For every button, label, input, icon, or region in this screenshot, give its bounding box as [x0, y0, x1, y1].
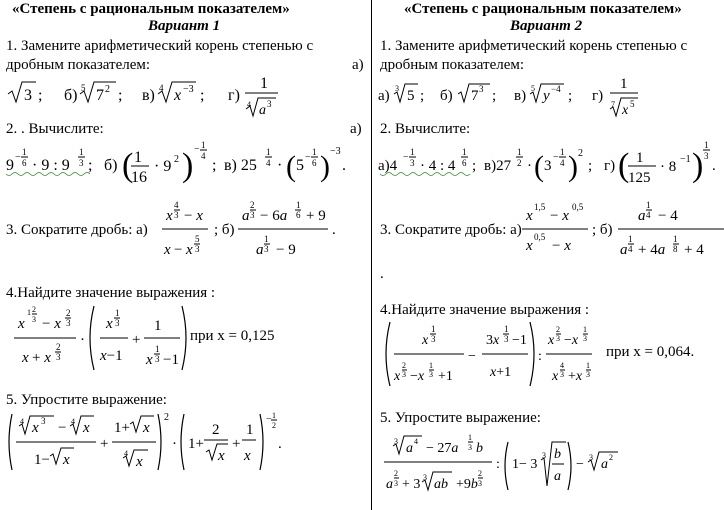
svg-text:2: 2 — [402, 361, 406, 370]
svg-text:1: 1 — [154, 318, 162, 334]
svg-text:3: 3 — [410, 158, 415, 168]
svg-text:2: 2 — [578, 148, 583, 159]
svg-text:3: 3 — [66, 318, 71, 328]
svg-text:4: 4 — [159, 83, 164, 93]
svg-text:1: 1 — [462, 147, 467, 157]
svg-text:1: 1 — [296, 200, 301, 210]
svg-text:x: x — [146, 352, 153, 368]
svg-text:; б): ; б) — [214, 222, 235, 238]
svg-text:x: x — [394, 369, 401, 384]
svg-text:3: 3 — [583, 334, 587, 343]
svg-text:−1: −1 — [512, 333, 527, 348]
svg-text:+ x: + x — [32, 350, 51, 366]
svg-text:5: 5 — [296, 157, 304, 174]
svg-text:3: 3 — [264, 244, 269, 254]
svg-text:· 9 : 9: · 9 : 9 — [32, 157, 70, 174]
right-task4-formula — [382, 318, 612, 390]
svg-text:4: 4 — [20, 417, 24, 426]
svg-text:− x: − x — [42, 316, 61, 332]
svg-text:a: a — [242, 208, 250, 224]
svg-text:3: 3 — [79, 158, 84, 168]
svg-text:+ 4a: + 4a — [638, 242, 666, 258]
svg-text:2: 2 — [164, 412, 169, 423]
svg-text:a: a — [256, 242, 264, 258]
svg-text:−x: −x — [410, 369, 425, 384]
svg-text:; б): ; б) — [592, 222, 613, 238]
svg-text:;: ; — [568, 88, 573, 104]
svg-text:x: x — [244, 448, 251, 464]
svg-text:5: 5 — [531, 84, 535, 93]
left-task4-text: 4.Найдите значение выражения : — [6, 285, 216, 301]
svg-text:1: 1 — [266, 147, 271, 157]
svg-text:): ) — [320, 150, 330, 183]
svg-text:3: 3 — [250, 210, 255, 220]
svg-text:4: 4 — [124, 449, 128, 458]
svg-text:;: ; — [118, 87, 123, 104]
svg-text:1+: 1+ — [114, 420, 130, 436]
svg-text:· 4 : 4: · 4 : 4 — [420, 158, 456, 174]
svg-text:4: 4 — [201, 151, 206, 161]
svg-text:−: − — [576, 457, 584, 472]
svg-text:в) 25: в) 25 — [224, 157, 257, 174]
svg-text:.: . — [332, 222, 336, 238]
svg-text:−1: −1 — [680, 154, 691, 165]
svg-text:+x: +x — [568, 369, 583, 384]
svg-text:2: 2 — [478, 469, 482, 478]
svg-text:−4: −4 — [551, 84, 561, 94]
svg-text:·: · — [277, 157, 283, 174]
svg-text:4: 4 — [560, 361, 564, 370]
svg-text:3: 3 — [195, 244, 200, 254]
svg-text:1: 1 — [246, 422, 254, 438]
svg-text:3: 3 — [56, 352, 61, 362]
svg-text:x+1: x+1 — [490, 365, 512, 380]
right-task2-text: 2. Вычислите: — [380, 121, 471, 137]
svg-text:−: − — [194, 144, 200, 155]
svg-text:3: 3 — [544, 158, 552, 174]
svg-text:+1: +1 — [438, 369, 453, 384]
svg-text:б): б) — [440, 88, 453, 104]
svg-text:1: 1 — [636, 150, 644, 166]
right-task3-dot: . — [380, 266, 384, 282]
svg-text:−x: −x — [564, 333, 579, 348]
svg-text:· 8: · 8 — [660, 159, 677, 175]
svg-text:y: y — [543, 88, 550, 104]
svg-text:− x: − x — [550, 208, 569, 224]
svg-text:в): в) — [142, 87, 155, 104]
svg-text:a: a — [601, 457, 608, 472]
right-task4-tail: при x = 0,064. — [606, 344, 695, 360]
svg-text:1: 1 — [560, 147, 565, 157]
svg-text:1: 1 — [504, 324, 509, 334]
left-task4-formula — [8, 302, 190, 374]
svg-text:x: x — [552, 369, 559, 384]
left-task5-formula — [6, 410, 286, 474]
svg-text:x: x — [22, 350, 29, 366]
svg-text:b: b — [554, 447, 561, 462]
svg-text:): ) — [568, 150, 578, 183]
svg-text:+: + — [232, 436, 241, 452]
svg-text:−: − — [403, 152, 409, 163]
svg-text:4: 4 — [560, 158, 565, 168]
right-task5-text: 5. Упростите выражение: — [380, 410, 541, 426]
svg-text:1: 1 — [468, 433, 472, 442]
svg-text:5: 5 — [81, 83, 86, 93]
svg-text:г): г) — [592, 88, 604, 104]
svg-text:3x: 3x — [486, 333, 500, 348]
svg-text:a: a — [554, 469, 561, 484]
svg-text:x: x — [32, 420, 39, 436]
svg-text:3: 3 — [556, 334, 560, 343]
svg-text:3: 3 — [32, 315, 36, 324]
svg-text:x: x — [18, 316, 25, 332]
svg-text:3: 3 — [394, 437, 398, 446]
svg-text:5: 5 — [630, 99, 635, 109]
svg-text:ab: ab — [434, 477, 448, 492]
svg-text:2: 2 — [556, 325, 560, 334]
svg-text:(: ( — [618, 147, 630, 184]
svg-text:x: x — [526, 208, 533, 224]
svg-text:1: 1 — [628, 234, 633, 244]
svg-text:− 9: − 9 — [276, 242, 296, 258]
svg-text:−: − — [266, 414, 272, 425]
svg-text:x: x — [136, 454, 143, 470]
svg-text:x: x — [164, 242, 171, 258]
svg-text:г): г) — [604, 158, 616, 174]
svg-text:4: 4 — [71, 417, 75, 426]
svg-text:1: 1 — [429, 361, 433, 370]
svg-text:5: 5 — [407, 88, 415, 104]
svg-text:1: 1 — [620, 76, 628, 92]
svg-text:+: + — [132, 332, 141, 348]
svg-text:−: − — [15, 152, 21, 163]
svg-text:·: · — [80, 332, 85, 348]
svg-text:1: 1 — [115, 308, 120, 318]
svg-text:2: 2 — [66, 308, 71, 318]
svg-text:a: a — [406, 441, 413, 456]
svg-text:1,5: 1,5 — [534, 202, 546, 212]
svg-text:+9b: +9b — [456, 477, 478, 492]
svg-text:2: 2 — [212, 422, 220, 438]
svg-text:.: . — [278, 436, 282, 452]
svg-text:x: x — [174, 87, 182, 104]
svg-text:4: 4 — [646, 210, 651, 220]
svg-text:1+: 1+ — [188, 436, 204, 452]
svg-text::: : — [538, 349, 542, 364]
left-task1-text-2: дробным показателем: — [6, 57, 151, 73]
svg-text:x: x — [548, 333, 555, 348]
right-title: «Степень с рациональным показателем» — [404, 1, 682, 17]
svg-text:6: 6 — [462, 158, 467, 168]
svg-text:− x: − x — [552, 238, 571, 254]
svg-text:·: · — [172, 436, 177, 452]
svg-text:1: 1 — [155, 344, 160, 354]
svg-text:−: − — [174, 242, 183, 258]
svg-text:): ) — [182, 147, 194, 184]
svg-text:−3: −3 — [330, 146, 341, 157]
left-task4-tail: при x = 0,125 — [190, 328, 275, 344]
svg-text:6: 6 — [296, 210, 301, 220]
svg-text:2: 2 — [56, 342, 61, 352]
svg-text:+: + — [100, 436, 109, 452]
svg-text:− 27a: − 27a — [426, 441, 459, 456]
left-variant: Вариант 1 — [148, 18, 221, 34]
svg-text:4: 4 — [628, 244, 633, 254]
left-task1-formulas — [4, 74, 294, 124]
svg-text:1: 1 — [264, 234, 269, 244]
svg-text:−3: −3 — [183, 84, 194, 95]
svg-text:4: 4 — [414, 437, 418, 446]
svg-text:1− 3: 1− 3 — [512, 457, 538, 472]
svg-text:3: 3 — [704, 151, 709, 161]
svg-text:2: 2 — [517, 158, 522, 168]
svg-text:в)27: в)27 — [484, 158, 512, 174]
right-task4-text: 4.Найдите значение выражения : — [380, 302, 590, 318]
svg-text:−: − — [468, 349, 476, 364]
svg-text:3: 3 — [589, 453, 593, 462]
svg-text:.: . — [342, 157, 346, 174]
svg-text:x: x — [422, 333, 429, 348]
svg-text:− 4: − 4 — [658, 208, 678, 224]
svg-text:7: 7 — [471, 88, 479, 104]
svg-text:б): б) — [104, 157, 118, 174]
svg-text:а): а) — [378, 88, 390, 104]
left-title: «Степень с рациональным показателем» — [12, 1, 290, 17]
svg-text:;: ; — [212, 157, 217, 174]
svg-text:.: . — [712, 158, 716, 174]
svg-text:1: 1 — [79, 147, 84, 157]
svg-text:−: − — [58, 420, 67, 436]
right-task1-text: 1. Замените арифметический корень степенью с — [380, 38, 688, 54]
svg-text:16: 16 — [131, 169, 147, 186]
svg-text:1: 1 — [260, 75, 268, 92]
right-variant: Вариант 2 — [510, 18, 583, 34]
right-task3-text: 3. Сократите дробь: а) — [380, 222, 522, 238]
right-task1-formulas — [378, 74, 668, 124]
svg-text:1: 1 — [673, 234, 678, 244]
svg-text:8: 8 — [673, 244, 678, 254]
svg-text:6: 6 — [22, 158, 27, 168]
svg-text:3: 3 — [41, 416, 46, 426]
svg-text:(: ( — [534, 150, 544, 183]
svg-text:3: 3 — [155, 354, 160, 364]
svg-text:б): б) — [64, 87, 78, 104]
svg-text:3: 3 — [395, 84, 399, 93]
svg-text:;: ; — [492, 88, 497, 104]
svg-text:3: 3 — [115, 318, 120, 328]
svg-text:a: a — [620, 242, 628, 258]
svg-text:3: 3 — [479, 84, 484, 94]
svg-text:1−: 1− — [34, 452, 50, 468]
svg-text:x: x — [83, 420, 90, 436]
svg-text:3: 3 — [174, 210, 179, 220]
svg-text:a: a — [386, 477, 393, 492]
svg-text:1: 1 — [22, 147, 27, 157]
svg-text:a: a — [259, 103, 266, 118]
svg-text:125: 125 — [628, 170, 651, 186]
svg-text:2: 2 — [609, 453, 613, 462]
svg-text:1: 1 — [583, 325, 587, 334]
svg-text:;: ; — [88, 157, 93, 174]
svg-text:3: 3 — [504, 334, 509, 344]
right-task5-formula — [380, 428, 640, 502]
svg-text:1: 1 — [134, 149, 142, 166]
right-task2-formulas — [378, 140, 723, 188]
left-task1-text: 1. Замените арифметический корень степенью с — [6, 38, 314, 54]
svg-text::: : — [496, 457, 500, 472]
svg-text:· 9: · 9 — [154, 158, 172, 175]
svg-text:3: 3 — [542, 451, 546, 460]
svg-text:2: 2 — [174, 154, 179, 165]
svg-text:0,5: 0,5 — [572, 202, 584, 212]
svg-text:a: a — [638, 208, 646, 224]
svg-text:2: 2 — [32, 305, 36, 314]
svg-text:1: 1 — [312, 147, 317, 157]
svg-text:3: 3 — [402, 370, 406, 379]
svg-text:): ) — [692, 147, 704, 184]
svg-text:·: · — [527, 158, 532, 174]
svg-text:9: 9 — [6, 157, 14, 174]
left-task2-a: а) — [350, 121, 362, 137]
svg-text:− x: − x — [184, 208, 203, 224]
svg-text:3: 3 — [468, 443, 472, 452]
right-task3-formulas — [518, 196, 724, 266]
svg-text:7: 7 — [611, 100, 615, 109]
svg-text:1: 1 — [201, 140, 206, 150]
svg-text:5: 5 — [195, 234, 200, 244]
svg-text:x: x — [526, 238, 533, 254]
svg-text:x: x — [143, 420, 150, 436]
svg-text:x: x — [63, 452, 70, 468]
svg-text:1: 1 — [586, 361, 590, 370]
svg-text:2: 2 — [394, 469, 398, 478]
variant-2-column — [374, 0, 724, 510]
svg-text:3: 3 — [24, 87, 32, 104]
svg-text:(: ( — [122, 147, 134, 184]
svg-text:+ 9: + 9 — [306, 208, 326, 224]
svg-text:x−1: x−1 — [100, 348, 123, 364]
svg-text:3: 3 — [429, 370, 433, 379]
svg-text:4: 4 — [247, 100, 251, 109]
svg-text:3: 3 — [560, 370, 564, 379]
svg-text:6: 6 — [312, 158, 317, 168]
svg-text:1: 1 — [704, 140, 709, 150]
svg-text:2: 2 — [105, 84, 110, 95]
left-task2-formulas — [4, 140, 349, 188]
svg-text:;: ; — [420, 88, 425, 104]
svg-text:− 6a: − 6a — [260, 208, 288, 224]
svg-text:0,5: 0,5 — [534, 232, 546, 242]
svg-text:г): г) — [228, 87, 240, 104]
svg-text:+ 4: + 4 — [684, 242, 704, 258]
right-task1-text-2: дробным показателем: — [380, 57, 525, 73]
svg-text:1: 1 — [272, 411, 276, 420]
left-task2-text: 2. . Вычислите: — [6, 121, 104, 137]
svg-text:x: x — [106, 316, 113, 332]
svg-text:1: 1 — [410, 147, 415, 157]
left-task3-formulas — [158, 196, 348, 266]
svg-text:1: 1 — [27, 308, 31, 317]
svg-text:x: x — [218, 448, 225, 464]
svg-text:в): в) — [514, 88, 527, 104]
svg-text:3: 3 — [431, 334, 436, 344]
svg-text:4: 4 — [174, 200, 179, 210]
svg-text:;: ; — [472, 158, 477, 174]
svg-text:3: 3 — [586, 370, 590, 379]
column-divider — [371, 0, 372, 510]
svg-text:+ 3: + 3 — [402, 477, 421, 492]
svg-text:−1: −1 — [163, 352, 179, 368]
svg-text:;: ; — [200, 87, 205, 104]
svg-text:3: 3 — [423, 473, 427, 482]
svg-text:4: 4 — [266, 158, 271, 168]
svg-text:а)4: а)4 — [378, 158, 398, 174]
svg-text:x: x — [622, 103, 629, 118]
left-task1-a: а) — [352, 57, 364, 73]
svg-text:1: 1 — [517, 147, 522, 157]
svg-text:−: − — [305, 152, 311, 163]
left-task3-text: 3. Сократите дробь: а) — [6, 222, 148, 238]
svg-text:2: 2 — [272, 421, 276, 430]
svg-text:1: 1 — [431, 324, 436, 334]
svg-text:3: 3 — [478, 479, 482, 488]
svg-text:7: 7 — [96, 87, 104, 104]
svg-text:−: − — [553, 152, 559, 163]
svg-text:x: x — [186, 242, 193, 258]
svg-text:1: 1 — [646, 200, 651, 210]
svg-text:b: b — [476, 441, 483, 456]
svg-text:(: ( — [286, 150, 296, 183]
svg-text:x: x — [166, 208, 173, 224]
svg-text:;: ; — [588, 158, 593, 174]
svg-text:3: 3 — [267, 99, 272, 109]
svg-text:;: ; — [38, 87, 43, 104]
svg-text:2: 2 — [250, 200, 255, 210]
left-task5-text: 5. Упростите выражение: — [6, 392, 167, 408]
svg-text:3: 3 — [394, 479, 398, 488]
